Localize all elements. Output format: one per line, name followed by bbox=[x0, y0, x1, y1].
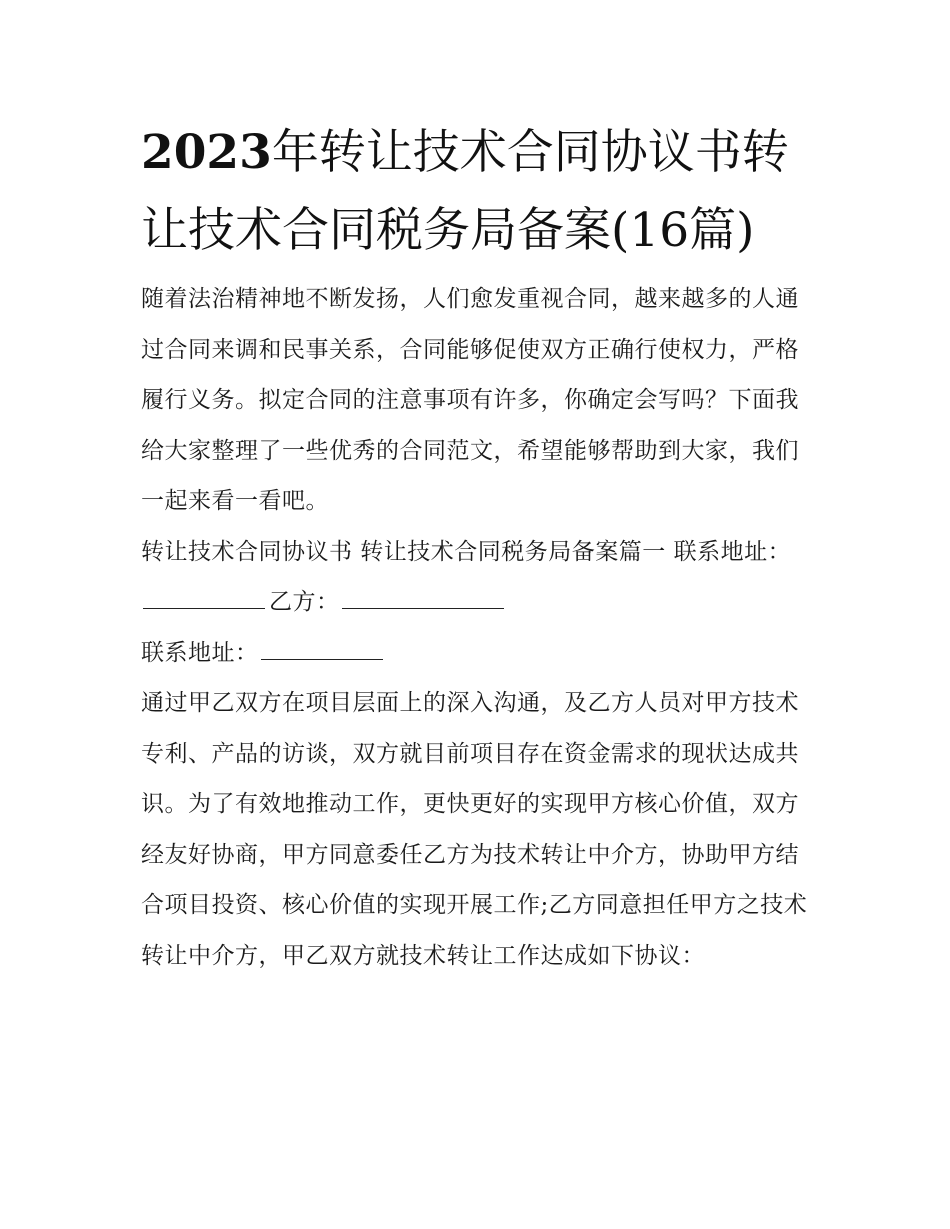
contact-address-line bbox=[141, 628, 821, 679]
contact-address-blank[interactable] bbox=[143, 586, 265, 609]
contact-address-label: 联系地址： bbox=[141, 639, 259, 666]
party-b-label: 乙方： bbox=[269, 589, 340, 615]
section-heading: 转让技术合同协议书 转让技术合同税务局备案篇一 联系地址： bbox=[141, 538, 792, 565]
body-paragraph: 通过甲乙双方在项目层面上的深入沟通，及乙方人员对甲方技术专利、产品的访谈，双方就目前项目存在资金需求的现状达成共识。为了有效地推动工作，更快更好的实现甲方核心价值，双方经友好协商，甲方同意委任乙方为技术转让中介方，协助甲方结合项目投资、核心价值的实现开展工作;乙方同意担任甲方之技术转让中介方，甲乙双方就技术转让工作达成如下协议： bbox=[141, 690, 808, 969]
contact-address-blank-2[interactable] bbox=[261, 637, 383, 660]
intro-paragraph: 随着法治精神地不断发扬，人们愈发重视合同，越来越多的人通过合同来调和民事关系，合同能够促使双方正确行使权力，严格履行义务。拟定合同的注意事项有许多，你确定会写吗？下面我给大家整理了一些优秀的合同范文，希望能够帮助到大家，我们一起来看一看吧。 bbox=[141, 286, 799, 514]
document-title bbox=[141, 114, 821, 270]
section-heading-line bbox=[141, 527, 821, 628]
party-b-blank[interactable] bbox=[342, 586, 504, 609]
title-text: 年转让技术合同协议书转让技术合同税务局备案(16篇) bbox=[141, 125, 789, 258]
document-content bbox=[141, 114, 821, 981]
title-year: 2023 bbox=[141, 125, 272, 180]
